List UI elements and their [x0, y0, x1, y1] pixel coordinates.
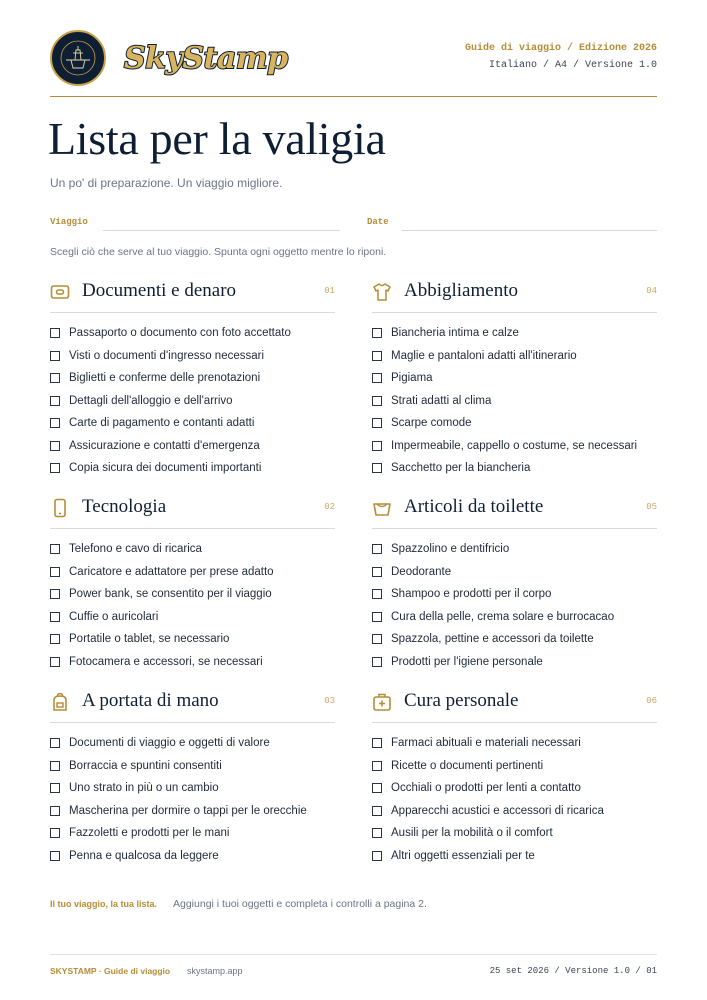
checkbox[interactable] — [372, 567, 382, 577]
item-label: Portatile o tablet, se necessario — [69, 633, 230, 646]
checkbox[interactable] — [50, 328, 60, 338]
section-portata-di-mano — [50, 690, 335, 867]
backpack-icon — [50, 692, 70, 712]
checkbox[interactable] — [372, 328, 382, 338]
item-label: Borraccia e spuntini consentiti — [69, 759, 222, 772]
note-tagline: Il tuo viaggio, la tua lista. — [50, 899, 158, 909]
checkbox[interactable] — [372, 657, 382, 667]
item-label: Ausili per la mobilità o il comfort — [391, 827, 553, 840]
item-label: Copia sicura dei documenti importanti — [69, 462, 262, 475]
checklist-item[interactable] — [372, 822, 657, 845]
item-label: Carte di pagamento e contanti adatti — [69, 417, 255, 430]
item-label: Dettagli dell'alloggio e dell'arrivo — [69, 394, 233, 407]
checkbox[interactable] — [372, 761, 382, 771]
checkbox[interactable] — [50, 612, 60, 622]
checklist-item[interactable] — [372, 345, 657, 368]
checkbox[interactable] — [50, 441, 60, 451]
trip-field[interactable] — [103, 230, 340, 231]
footer-site-link[interactable]: skystamp.app — [187, 966, 243, 976]
section-number: 01 — [324, 286, 335, 296]
brand-wordmark: SkyStamp — [124, 40, 288, 76]
checklist-item[interactable] — [50, 628, 335, 651]
checklist — [372, 732, 657, 867]
checklist-item[interactable] — [50, 390, 335, 413]
item-label: Spazzola, pettine e accessori da toilette — [391, 633, 594, 646]
checklist-item[interactable] — [372, 367, 657, 390]
item-label: Cura della pelle, crema solare e burrocacao — [391, 610, 615, 623]
section-header — [372, 690, 657, 723]
item-label: Altri oggetti essenziali per te — [391, 849, 535, 862]
checklist-item[interactable] — [372, 412, 657, 435]
checkbox[interactable] — [50, 657, 60, 667]
section-abbigliamento — [372, 280, 657, 480]
item-label: Documenti di viaggio e oggetti di valore — [69, 737, 270, 750]
page-subtitle: Un po' di preparazione. Un viaggio migliore. — [50, 176, 283, 190]
date-field[interactable] — [402, 230, 657, 231]
item-label: Prodotti per l'igiene personale — [391, 655, 543, 668]
header-meta — [465, 40, 657, 74]
item-label: Biancheria intima e calze — [391, 327, 519, 340]
checklist — [372, 322, 657, 480]
item-label: Power bank, se consentito per il viaggio — [69, 588, 272, 601]
instructions: Scegli ciò che serve al tuo viaggio. Spunta ogni oggetto mentre lo riponi. — [50, 246, 387, 258]
checkbox[interactable] — [372, 396, 382, 406]
section-title: Tecnologia — [82, 496, 167, 517]
checklist-item[interactable] — [372, 845, 657, 868]
checkbox[interactable] — [372, 373, 382, 383]
checklist-item[interactable] — [372, 777, 657, 800]
checklist-item[interactable] — [50, 345, 335, 368]
trip-label: Viaggio — [50, 217, 88, 227]
section-number: 05 — [646, 502, 657, 512]
checklist-item[interactable] — [372, 800, 657, 823]
checklist-item[interactable] — [50, 651, 335, 674]
checklist-item[interactable] — [50, 606, 335, 629]
item-label: Farmaci abituali e materiali necessari — [391, 737, 581, 750]
item-label: Occhiali o prodotti per lenti a contatto — [391, 782, 581, 795]
section-number: 04 — [646, 286, 657, 296]
item-label: Mascherina per dormire o tappi per le orecchie — [69, 804, 307, 817]
phone-icon — [50, 498, 70, 518]
checklist-item[interactable] — [372, 561, 657, 584]
checkbox[interactable] — [50, 544, 60, 554]
item-label: Penna e qualcosa da leggere — [69, 849, 219, 862]
section-header — [50, 690, 335, 723]
item-label: Strati adatti al clima — [391, 394, 492, 407]
section-title: Abbigliamento — [404, 280, 518, 301]
section-documenti — [50, 280, 335, 480]
checklist-item[interactable] — [50, 322, 335, 345]
checklist-item[interactable] — [50, 538, 335, 561]
section-number: 03 — [324, 696, 335, 706]
seal-logo — [50, 30, 106, 86]
wallet-icon — [50, 282, 70, 302]
item-label: Biglietti e conferme delle prenotazioni — [69, 372, 261, 385]
checkbox[interactable] — [372, 851, 382, 861]
section-title: Documenti e denaro — [82, 280, 237, 301]
footer-divider — [50, 954, 657, 955]
checkbox[interactable] — [50, 634, 60, 644]
item-label: Impermeabile, cappello o costume, se necessari — [391, 439, 638, 452]
checklist-item[interactable] — [372, 606, 657, 629]
item-label: Telefono e cavo di ricarica — [69, 543, 202, 556]
item-label: Pigiama — [391, 372, 433, 385]
checklist-item[interactable] — [50, 561, 335, 584]
item-label: Ricette o documenti pertinenti — [391, 759, 544, 772]
checkbox[interactable] — [372, 828, 382, 838]
checkbox[interactable] — [372, 351, 382, 361]
checklist-item[interactable] — [372, 538, 657, 561]
checklist-item[interactable] — [50, 800, 335, 823]
item-label: Shampoo e prodotti per il corpo — [391, 588, 552, 601]
section-title: A portata di mano — [82, 690, 219, 711]
checkbox[interactable] — [372, 589, 382, 599]
item-label: Caricatore e adattatore per prese adatto — [69, 565, 274, 578]
footer-brand: SKYSTAMP · Guide di viaggio — [50, 966, 171, 976]
guide-edition: Guide di viaggio / Edizione 2026 — [464, 43, 657, 54]
airport-tower-icon — [58, 38, 98, 78]
checklist-item[interactable] — [372, 583, 657, 606]
section-title: Articoli da toilette — [404, 496, 544, 517]
checklist-item[interactable] — [50, 583, 335, 606]
checkbox[interactable] — [372, 612, 382, 622]
footer-date-version-page: 25 set 2026 / Versione 1.0 / 01 — [489, 966, 657, 976]
checklist-item[interactable] — [50, 732, 335, 755]
checkbox[interactable] — [372, 783, 382, 793]
language-format-version: Italiano / A4 / Versione 1.0 — [488, 60, 657, 71]
section-header — [372, 280, 657, 313]
checkbox[interactable] — [372, 418, 382, 428]
checkbox[interactable] — [372, 544, 382, 554]
checklist-item[interactable] — [50, 367, 335, 390]
checklist-item[interactable] — [50, 755, 335, 778]
checkbox[interactable] — [50, 738, 60, 748]
checklist-item[interactable] — [50, 412, 335, 435]
checkbox[interactable] — [372, 806, 382, 816]
item-label: Assicurazione e contatti d'emergenza — [69, 439, 260, 452]
item-label: Cuffie o auricolari — [69, 610, 159, 623]
checklist — [50, 322, 335, 480]
section-number: 06 — [646, 696, 657, 706]
checkbox[interactable] — [372, 463, 382, 473]
checkbox[interactable] — [372, 634, 382, 644]
checkbox[interactable] — [50, 396, 60, 406]
checkbox[interactable] — [50, 567, 60, 577]
item-label: Maglie e pantaloni adatti all'itinerario — [391, 349, 577, 362]
section-cura-personale — [372, 690, 657, 867]
item-label: Apparecchi acustici e accessori di ricarica — [391, 804, 604, 817]
checklist — [372, 538, 657, 673]
checklist-item[interactable] — [372, 755, 657, 778]
checkbox[interactable] — [50, 761, 60, 771]
page-title: Lista per la valigia — [48, 113, 386, 164]
checklist-item[interactable] — [372, 457, 657, 480]
section-number: 02 — [324, 502, 335, 512]
checkbox[interactable] — [50, 806, 60, 816]
item-label: Fotocamera e accessori, se necessari — [69, 655, 263, 668]
item-label: Fazzoletti e prodotti per le mani — [69, 827, 230, 840]
checkbox[interactable] — [50, 463, 60, 473]
checkbox[interactable] — [50, 828, 60, 838]
checkbox[interactable] — [372, 738, 382, 748]
note-text: Aggiungi i tuoi oggetti e completa i controlli a pagina 2. — [173, 898, 427, 910]
checkbox[interactable] — [50, 783, 60, 793]
checklist-item[interactable] — [372, 651, 657, 674]
section-title: Cura personale — [404, 690, 519, 711]
item-label: Uno strato in più o un cambio — [69, 782, 219, 795]
section-toilette — [372, 496, 657, 673]
checkbox[interactable] — [50, 373, 60, 383]
checklist — [50, 732, 335, 867]
checkbox[interactable] — [372, 441, 382, 451]
item-label: Deodorante — [391, 565, 452, 578]
item-label: Visti o documenti d'ingresso necessari — [69, 349, 265, 362]
checkbox[interactable] — [50, 418, 60, 428]
item-label: Sacchetto per la biancheria — [391, 462, 531, 475]
checkbox[interactable] — [50, 351, 60, 361]
item-label: Passaporto o documento con foto accettato — [69, 327, 291, 340]
checkbox[interactable] — [50, 851, 60, 861]
checklist-item[interactable] — [372, 390, 657, 413]
checklist-item[interactable] — [50, 845, 335, 868]
checklist-item[interactable] — [50, 435, 335, 458]
checklist-item[interactable] — [372, 435, 657, 458]
checkbox[interactable] — [50, 589, 60, 599]
checklist-item[interactable] — [50, 457, 335, 480]
toiletry-bag-icon — [372, 498, 392, 518]
first-aid-kit-icon — [372, 692, 392, 712]
item-label: Spazzolino e dentifricio — [391, 543, 510, 556]
date-label: Date — [367, 217, 389, 227]
section-header — [372, 496, 657, 529]
item-label: Scarpe comode — [391, 417, 472, 430]
checklist-item[interactable] — [372, 322, 657, 345]
checklist-item[interactable] — [50, 822, 335, 845]
shirt-icon — [372, 282, 392, 302]
section-tecnologia — [50, 496, 335, 673]
checklist — [50, 538, 335, 673]
header-divider — [50, 96, 657, 97]
checklist-item[interactable] — [372, 732, 657, 755]
section-header — [50, 280, 335, 313]
checklist-item[interactable] — [372, 628, 657, 651]
section-header — [50, 496, 335, 529]
checklist-item[interactable] — [50, 777, 335, 800]
